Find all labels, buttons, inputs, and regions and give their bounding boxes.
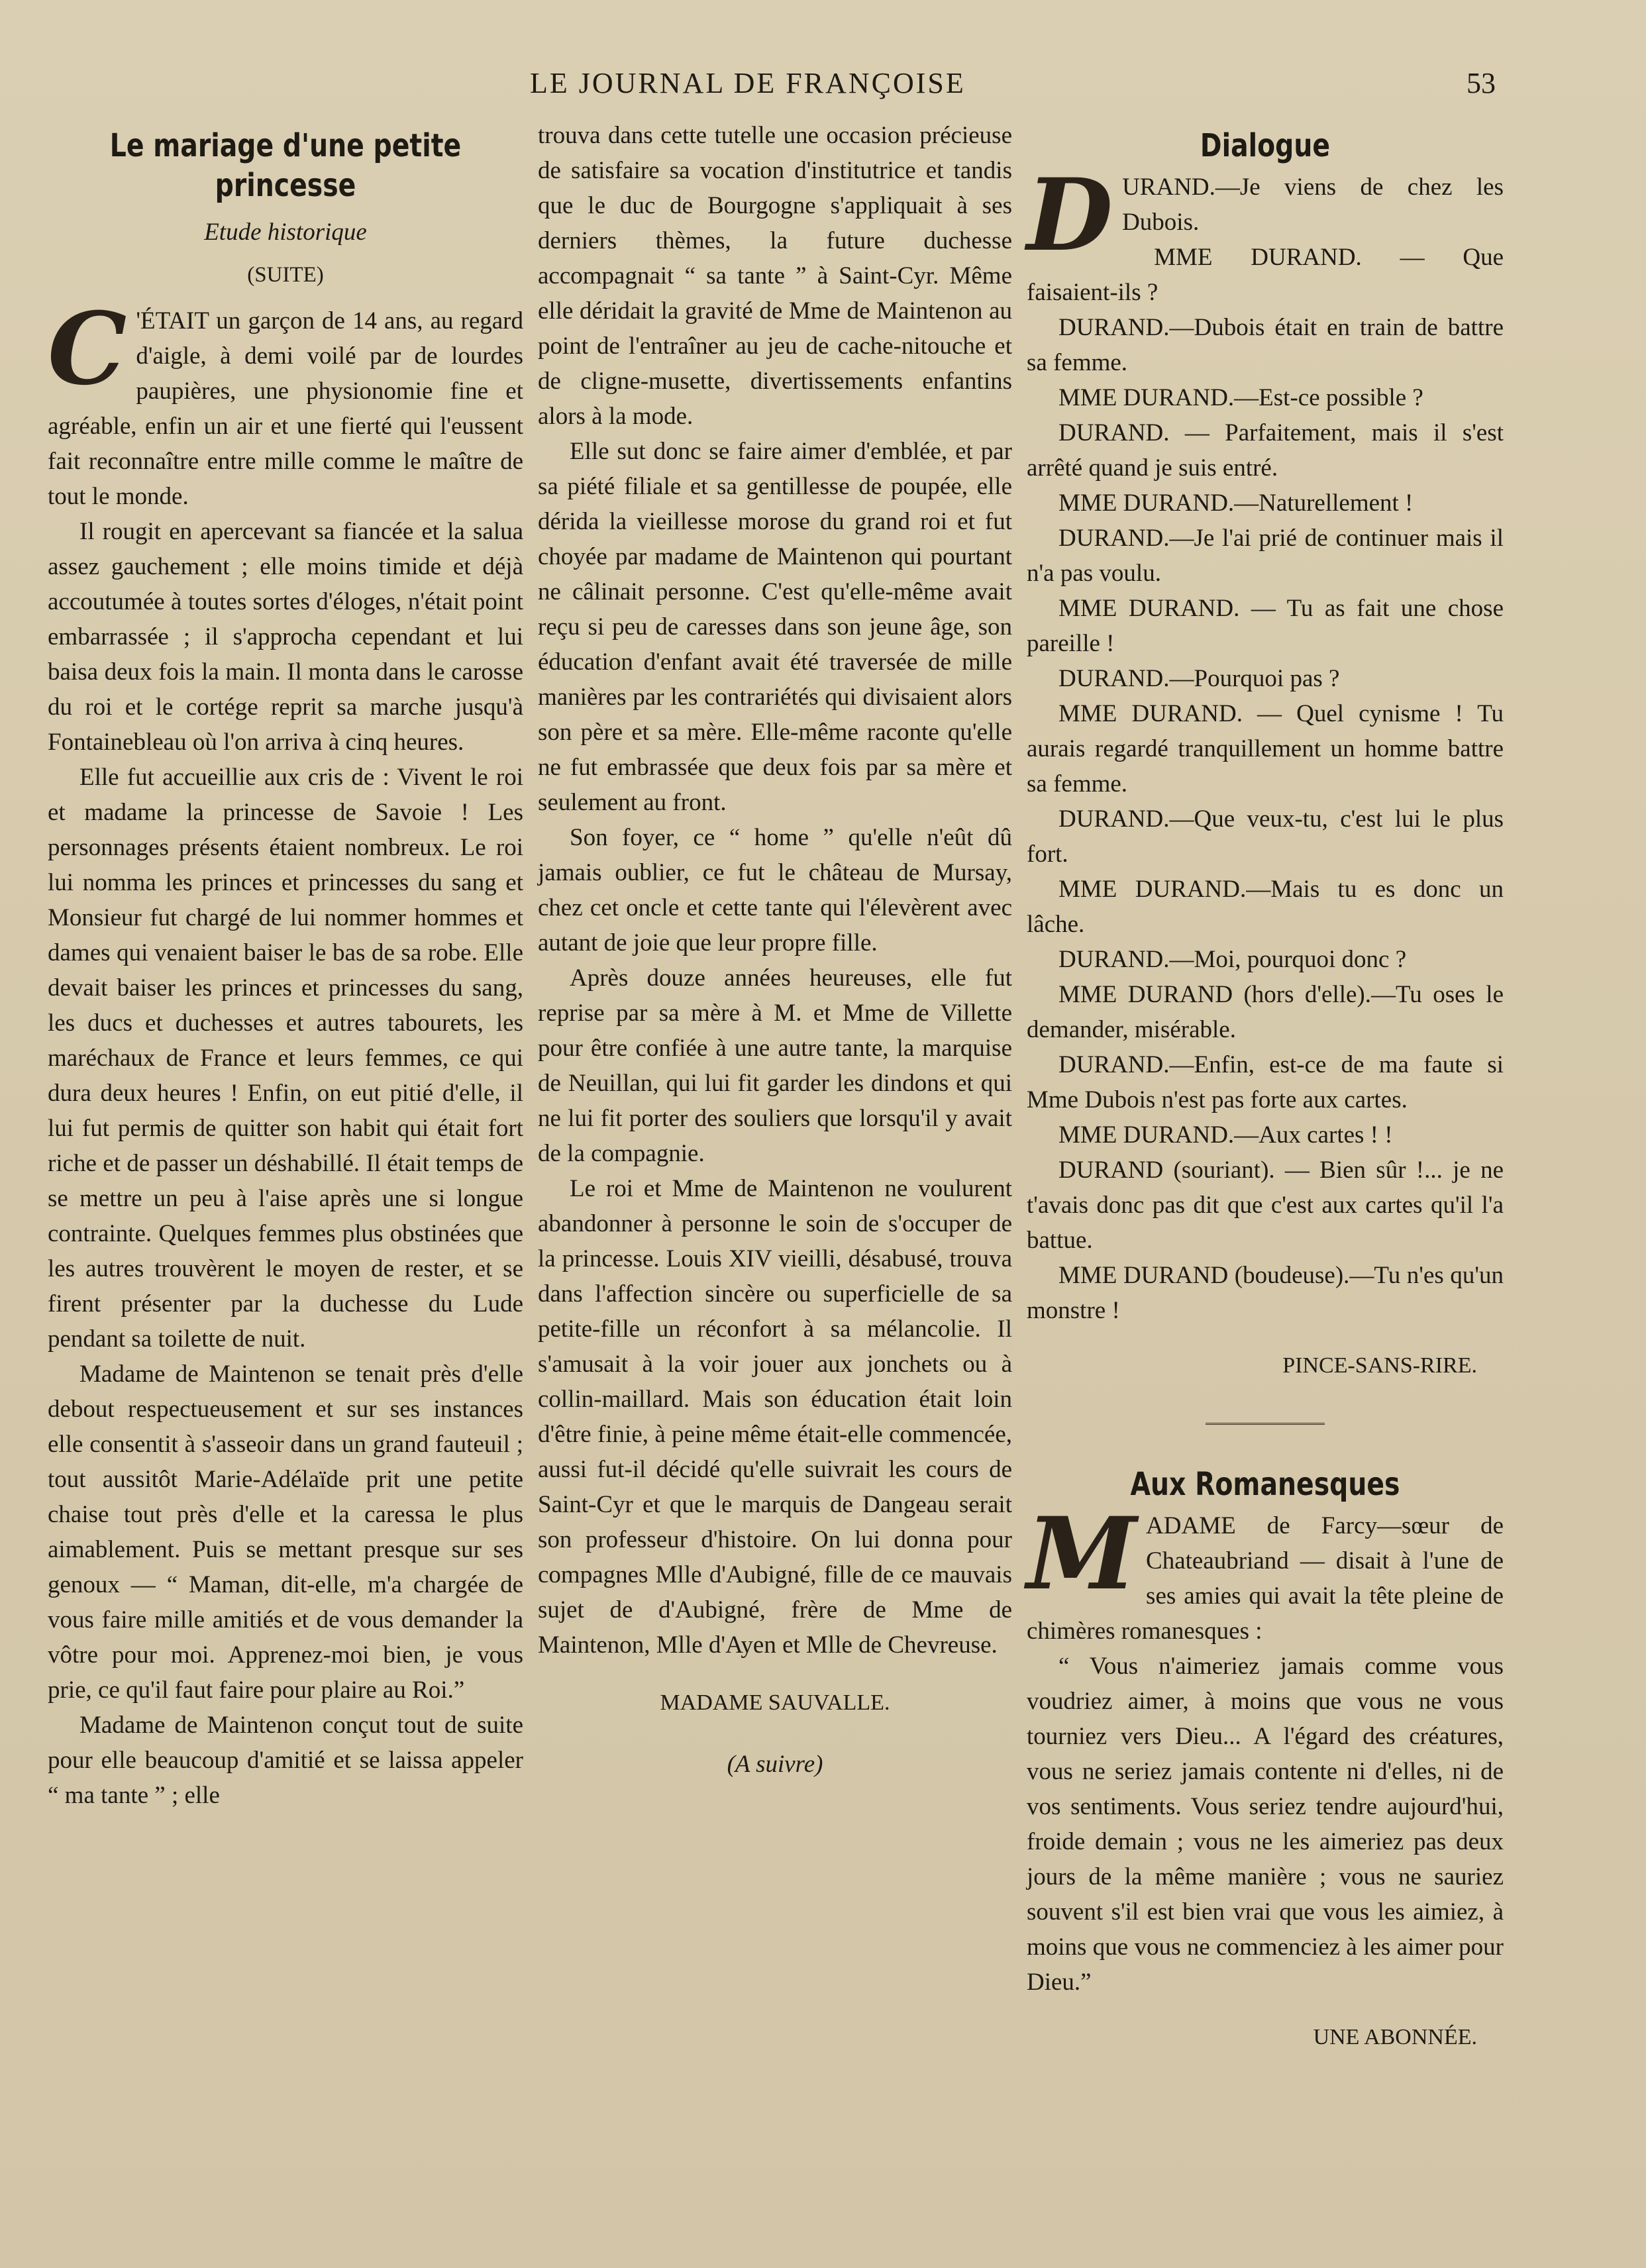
section-divider: [1206, 1423, 1325, 1431]
dialogue-line: DURAND.—Pourquoi pas ?: [1058, 665, 1340, 692]
paragraph: Elle fut accueillie aux cris de : Vivent le roi et madame la princesse de Savoie ! Les personnages présents étaient nombreux. Le roi lui nomma les princes et princesses du sang et Monsieur fut chargé de lui nommer hommes et dames qui venaient baiser le bas de sa robe. Elle devait baiser les princes et princesses du sang, les ducs et duchesses et autres tabourets, les maréchaux de France et leurs femmes, ce qui dura deux heures ! Enfin, on eut pitié d'elle, il lui fut permis de quitter son habit qui était fort riche et de passer un déshabillé. Il était temps de se mettre un peu à l'aise après une si longue contrainte. Quelques femmes plus obstinées que les autres trouvèrent le moyen de rester, et se firent présenter par la duchesse du Lude pendant sa toilette de nuit.: [48, 764, 523, 1353]
romanesques-signature: UNE ABONNÉE.: [1313, 2025, 1477, 2049]
column-3: [1027, 126, 1504, 2055]
column-2: [538, 118, 1012, 1782]
paragraph: Après douze années heureuses, elle fut reprise par sa mère à M. et Mme de Villette pour être confiée à une autre tante, la marquise de Neuillan, qui lui fit garder les dindons et qui ne lui fit porter des souliers que lorsqu'il y avait de la compagnie.: [538, 964, 1012, 1167]
drop-cap: D: [1027, 157, 1113, 274]
dialogue-line: MME DURAND.—Est-ce possible ?: [1058, 384, 1423, 411]
dialogue-line: DURAND.—Moi, pourquoi donc ?: [1058, 946, 1407, 973]
running-header: [0, 66, 1646, 106]
dialogue-line: MME DURAND (boudeuse).—Tu n'es qu'un monstre !: [1027, 1262, 1504, 1324]
dialogue-line: DURAND.—Je viens de chez les Dubois.: [1027, 157, 1504, 274]
dialogue-title: Dialogue: [1200, 127, 1331, 164]
continued-label: (A suivre): [727, 1751, 823, 1778]
dialogue-line: MME DURAND.—Naturellement !: [1058, 490, 1414, 517]
paragraph: C 'ÉTAIT un garçon de 14 ans, au regard d'aigle, à demi voilé par de lourdes paupières, une physionomie fine et agréable, enfin un air et une fierté qui l'eussent fait reconnaître entre mille comme le maître de tout le monde.: [48, 291, 523, 510]
paragraph: “ Vous n'aimeriez jamais comme vous voudriez aimer, à moins que vous ne vous tourniez vers Dieu... A l'égard des créatures, vous ne seriez jamais contente ni d'elles, ni de vos sentiments. Vous seriez tendre aujourd'hui, froide demain ; vous ne les aimeriez pas deux jours de la même manière ; vous ne sauriez souvent s'il est bien vrai que vous les aimiez, à moins que vous ne commenciez à les aimer pour Dieu.”: [1027, 1653, 1504, 1996]
article-subtitle: Etude historique: [204, 219, 367, 246]
dialogue-line: MME DURAND.—Aux cartes ! !: [1058, 1121, 1393, 1149]
dialogue-line: DURAND. — Parfaitement, mais il s'est arrêté quand je suis entré.: [1027, 419, 1504, 482]
paragraph: Elle sut donc se faire aimer d'emblée, et par sa piété filiale et sa gentillesse de poupée, elle dérida la vieillesse morose du grand roi et fut choyée par madame de Maintenon qui pourtant ne câlinait personne. C'est qu'elle-même avait reçu si peu de caresses dans son jeune âge, son éducation d'enfant avait été traversée de mille manières par les contrariétés qui divisaient alors son père et sa mère. Elle-même raconte qu'elle ne fut embrassée que deux fois par sa mère et seulement au front.: [538, 438, 1012, 816]
article-title: Le mariage d'une petite princesse: [109, 127, 462, 204]
romanesques-title: Aux Romanesques: [1130, 1466, 1400, 1503]
drop-cap: M: [1027, 1496, 1137, 1612]
paragraph: Le roi et Mme de Maintenon ne voulurent abandonner à personne le soin de s'occuper de la princesse. Louis XIV vieilli, désabusé, trouva dans l'affection sincère ou superficielle de sa petite-fille un réconfort à sa mélancolie. Il s'amusait à la voir jouer aux jonchets ou à collin-maillard. Mais son éducation était loin d'être finie, à peine même était-elle commencée, aussi fut-il décidé qu'elle suivrait les cours de Saint-Cyr et que le marquis de Dangeau serait son professeur d'histoire. On lui donna pour compagnes Mlle d'Aubigné, fille de ce mauvais sujet de d'Aubigné, frère de Mme de Maintenon, Mlle d'Ayen et Mlle de Chevreuse.: [538, 1175, 1012, 1659]
paragraph: MADAME de Farcy—sœur de Chateaubriand — disait à l'une de ses amies qui avait la tête pleine de chimères romanesques :: [1027, 1496, 1504, 1645]
article-suite-label: (SUITE): [247, 263, 324, 287]
paragraph: Son foyer, ce “ home ” qu'elle n'eût dû jamais oublier, ce fut le château de Mursay, chez cet oncle et cette tante qui l'élevèrent avec autant de joie que leur propre fille.: [538, 824, 1012, 956]
drop-cap: C: [48, 291, 127, 407]
dialogue-signature: PINCE-SANS-RIRE.: [1282, 1353, 1477, 1378]
paragraph: Madame de Maintenon se tenait près d'elle debout respectueusement et sur ses instances elle consentit à s'asseoir dans un grand fauteuil ; tout aussitôt Marie-Adélaïde prit une petite chaise tout près d'elle et la caressa le plus aimablement. Puis se mettant presque sur ses genoux — “ Maman, dit-elle, m'a chargée de vous faire mille amitiés et de vous demander la vôtre pour moi. Apprenez-moi bien, je vous prie, ce qu'il faut faire pour plaire au Roi.”: [48, 1361, 523, 1704]
dialogue-line: DURAND.—Enfin, est-ce de ma faute si Mme Dubois n'est pas forte aux cartes.: [1027, 1051, 1504, 1113]
journal-title: LE JOURNAL DE FRANÇOISE: [530, 67, 966, 99]
dialogue-line: MME DURAND. — Que faisaient-ils ?: [1027, 244, 1504, 306]
paragraph: Il rougit en apercevant sa fiancée et la salua assez gauchement ; elle moins timide et déjà accoutumée à toutes sortes d'éloges, n'était point embarrassée ; il s'approcha cependant et lui baisa deux fois la main. Il monta dans le carosse du roi et le cortége reprit sa marche jusqu'à Fontainebleau où l'on arriva à cinq heures.: [48, 518, 523, 756]
dialogue-line: DURAND.—Dubois était en train de battre sa femme.: [1027, 314, 1504, 376]
column-1: [48, 126, 523, 1813]
dialogue-line: MME DURAND. — Quel cynisme ! Tu aurais regardé tranquillement un homme battre sa femme.: [1027, 700, 1504, 798]
dialogue-line: MME DURAND (hors d'elle).—Tu oses le demander, misérable.: [1027, 981, 1504, 1043]
page-number: 53: [1466, 67, 1496, 99]
paragraph: Madame de Maintenon conçut tout de suite pour elle beaucoup d'amitié et se laissa appeler “ ma tante ” ; elle: [48, 1712, 523, 1809]
dialogue-line: DURAND.—Je l'ai prié de continuer mais il n'a pas voulu.: [1027, 525, 1504, 587]
article-signature: MADAME SAUVALLE.: [660, 1690, 890, 1715]
dialogue-line: DURAND (souriant). — Bien sûr !... je ne t'avais donc pas dit que c'est aux cartes qu'il l'a battue.: [1027, 1157, 1504, 1254]
dialogue-line: MME DURAND. — Tu as fait une chose pareille !: [1027, 595, 1504, 657]
paragraph: trouva dans cette tutelle une occasion précieuse de satisfaire sa vocation d'institutrice et tandis que le duc de Bourgogne s'appliquait à ses derniers thèmes, la future duchesse accompagnait “ sa tante ” à Saint-Cyr. Même elle déridait la gravité de Mme de Maintenon au point de l'entraîner au jeu de cache-nitouche et de cligne-musette, divertissements enfantins alors à la mode.: [538, 122, 1012, 430]
dialogue-line: DURAND.—Que veux-tu, c'est lui le plus fort.: [1027, 805, 1504, 868]
dialogue-line: MME DURAND.—Mais tu es donc un lâche.: [1027, 876, 1504, 938]
